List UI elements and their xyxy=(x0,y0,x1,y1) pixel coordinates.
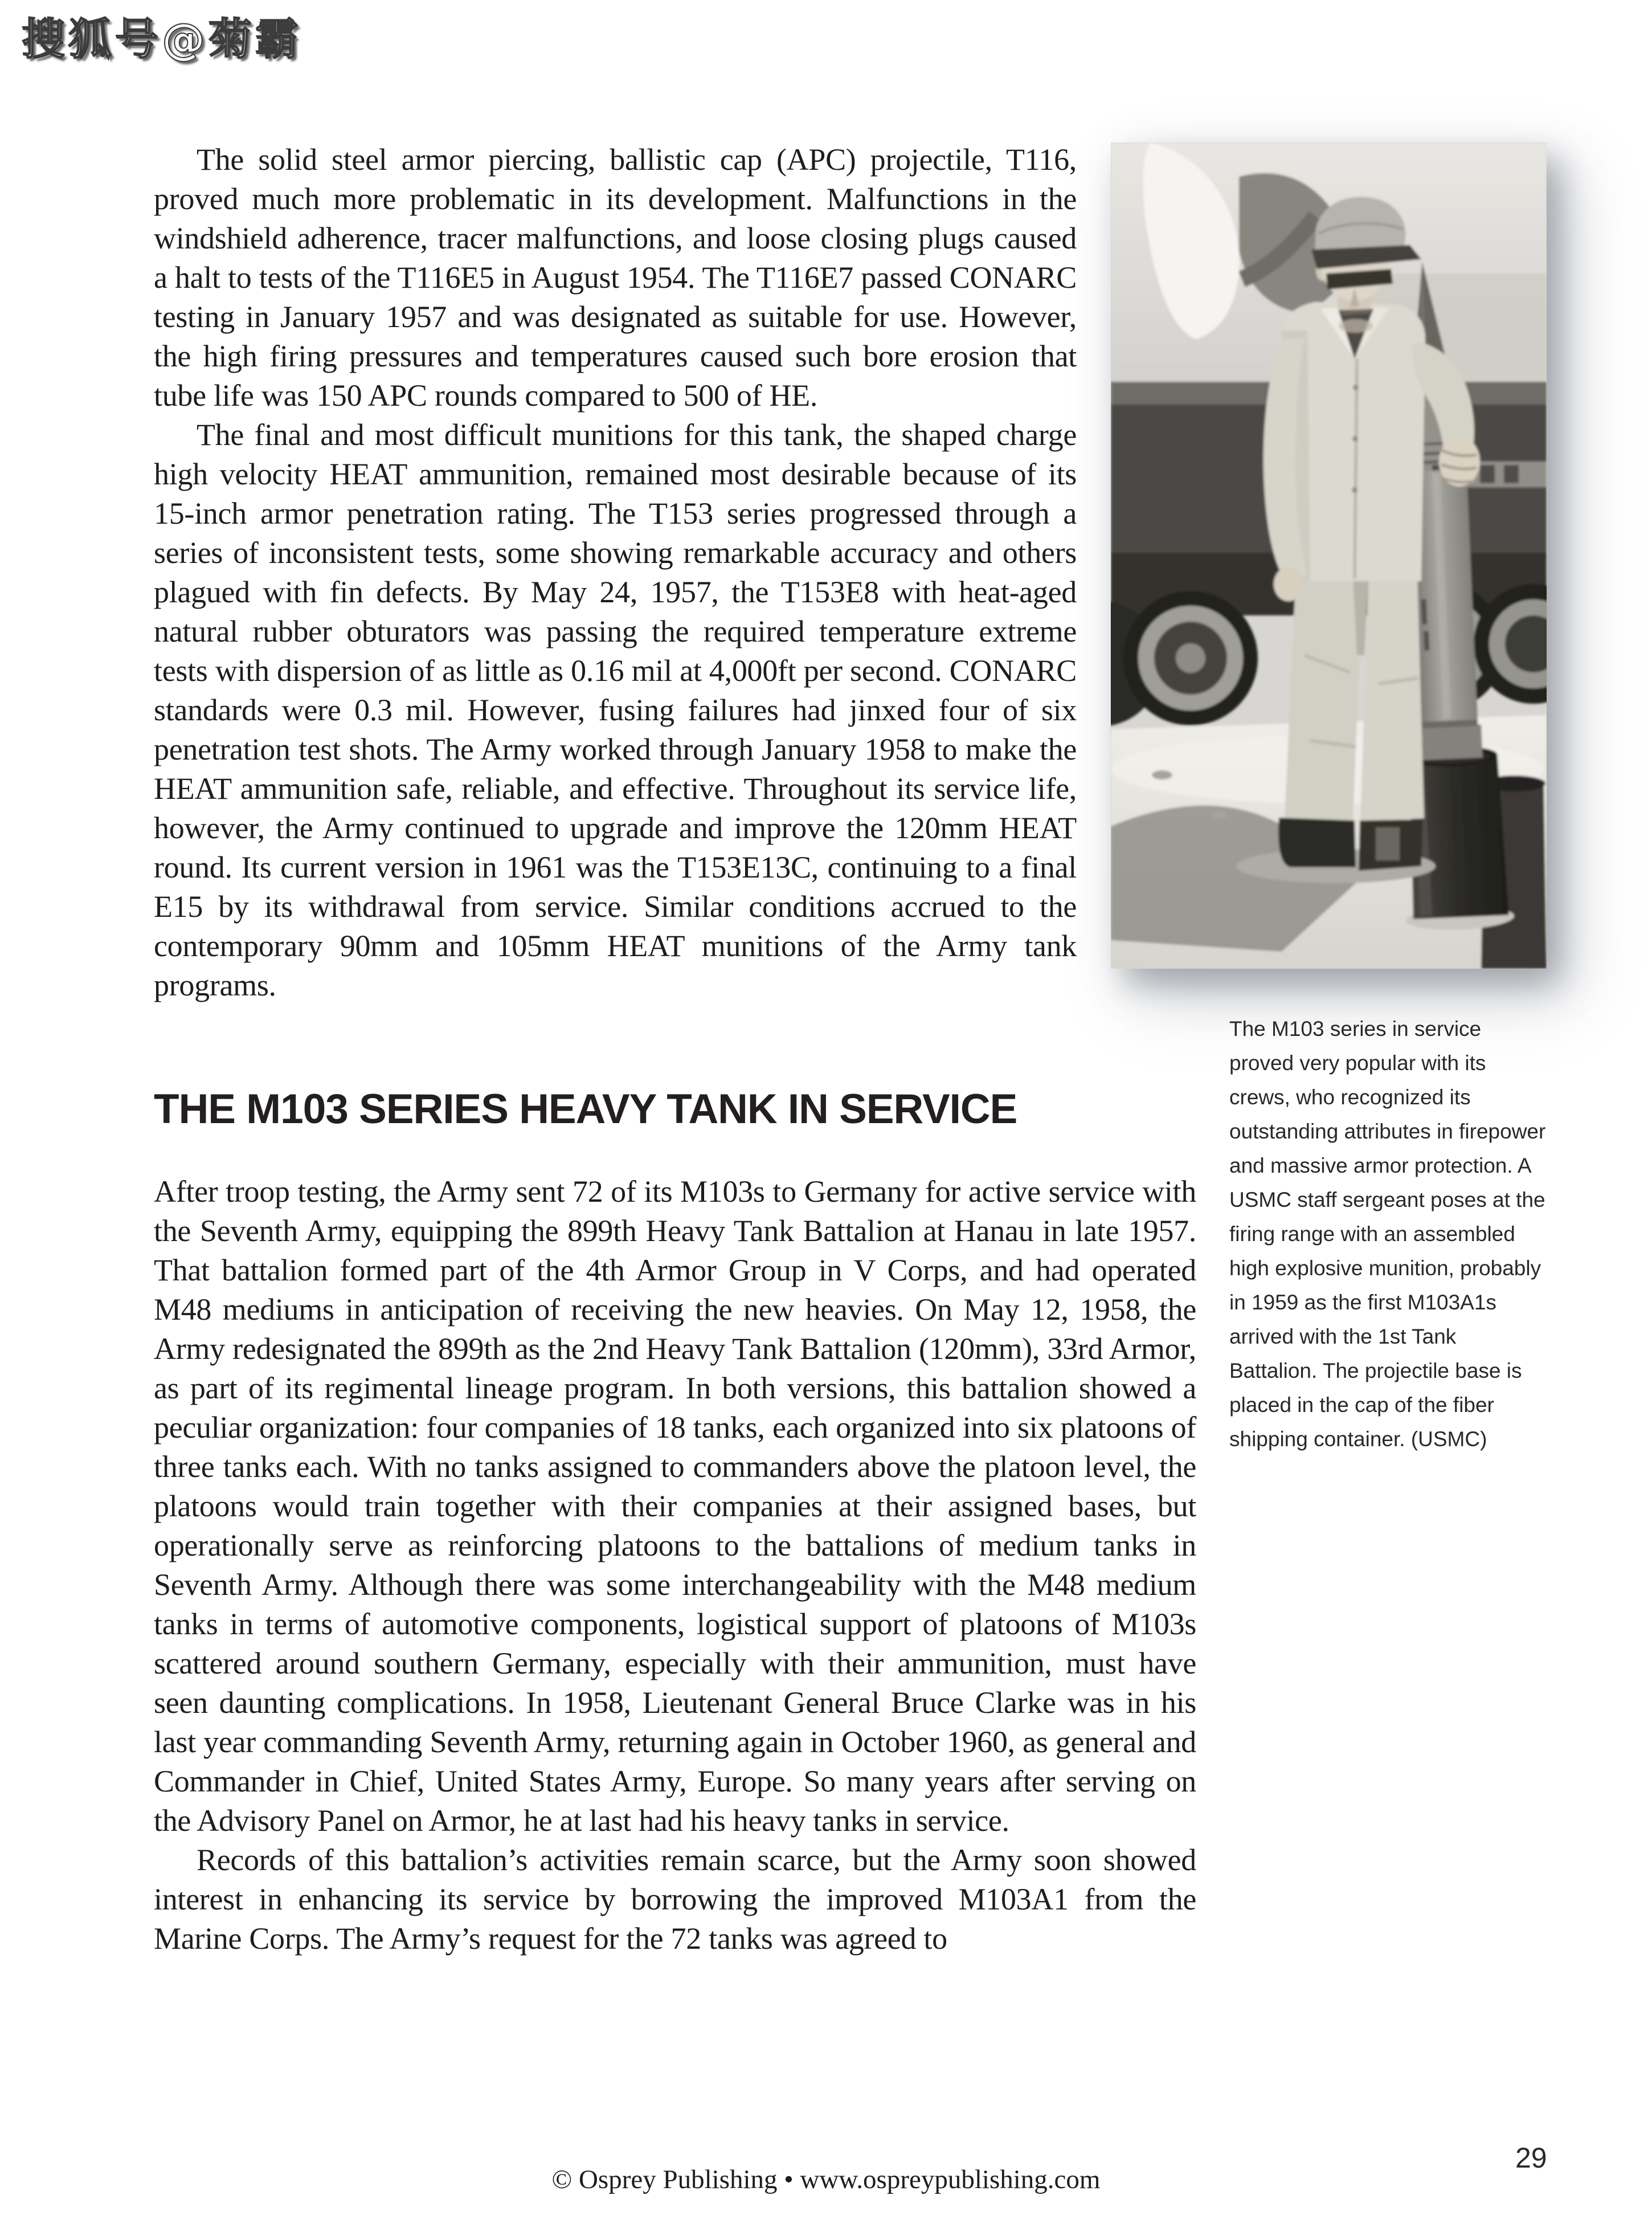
page-number: 29 xyxy=(1515,2142,1547,2174)
body-paragraph: The solid steel armor piercing, ballistic cap (APC) projectile, T116, proved much more problematic in its development. Malfunctions in the windshield adherence, tracer malfunctions, and loose closing plugs caused a halt to tests of the T116E5 in August 1954. The T116E7 passed CONARC testing in January 1957 and was designated as suitable for use. However, the high firing pressures and temperatures caused such bore erosion that tube life was 150 APC rounds compared to 500 of HE. xyxy=(154,142,1077,413)
footer-credit: © Osprey Publishing • www.ospreypublishing.com xyxy=(551,2165,1101,2194)
body-paragraph: After troop testing, the Army sent 72 of its M103s to Germany for active service with the Seventh Army, equipping the 899th Heavy Tank Battalion at Hanau in late 1957. That battalion formed part of the 4th Armor Group in V Corps, and had operated M48 mediums in anticipation of receiving the new heavies. On May 12, 1958, the Army redesignated the 899th as the 2nd Heavy Tank Battalion (120mm), 33rd Armor, as part of its regimental lineage program. In both versions, this battalion showed a peculiar organization: four companies of 18 tanks, each organized into six platoons of three tanks each. With no tanks assigned to commanders above the platoon level, the platoons would train together with their companies at their assigned bases, but operationally serve as reinforcing platoons to the battalions of medium tanks in Seventh Army. Although there was some interchangeability with the M48 medium tanks in terms of automotive components, logistical support of platoons of M103s scattered around southern Germany, especially with their ammunition, must have seen daunting complications. In 1958, Lieutenant General Bruce Clarke was in his last year commanding Seventh Army, returning again in October 1960, as general and Commander in Chief, United States Army, Europe. So many years after serving on the Advisory Panel on Armor, he at last had his heavy tanks in service. xyxy=(154,1174,1196,1838)
body-paragraph: Records of this battalion’s activities remain scarce, but the Army soon showed interest in enhancing its service by borrowing the improved M103A1 from the Marine Corps. The Army’s request for the 72 tanks was agreed to xyxy=(154,1843,1196,1956)
photo-caption: The M103 series in service proved very popular with its crews, who recognized its outstanding attributes in firepower and massive armor protection. A USMC staff sergeant poses at the firing range with an assembled high explosive munition, probably in 1959 as the first M103A1s arrived with the 1st Tank Battalion. The projectile base is placed in the cap of the fiber shipping container. (USMC) xyxy=(1229,1017,1546,1451)
body-paragraph: The final and most difficult munitions for this tank, the shaped charge high velocity HEAT ammunition, remained most desirable because of its 15-inch armor penetration rating. The T153 series progressed through a series of inconsistent tests, some showing remarkable accuracy and others plagued with fin defects. By May 24, 1957, the T153E8 with heat-aged natural rubber obturators was passing the required temperature extreme tests with dispersion of as little as 0.16 mil at 4,000ft per second. CONARC standards were 0.3 mil. However, fusing failures had jinxed four of six penetration test shots. The Army worked through January 1958 to make the HEAT ammunition safe, reliable, and effective. Throughout its service life, however, the Army continued to upgrade and improve the 120mm HEAT round. Its current version in 1961 was the T153E13C, continuing to a final E15 by its withdrawal from service. Similar conditions accrued to the contemporary 90mm and 105mm HEAT munitions of the Army tank programs. xyxy=(154,418,1077,1002)
watermark: 搜狐号@菊霸 xyxy=(22,14,302,64)
photo-float-spacer xyxy=(1077,140,1196,972)
article-body xyxy=(154,140,1196,1958)
section-heading: THE M103 SERIES HEAVY TANK IN SERVICE xyxy=(154,1086,1017,1132)
